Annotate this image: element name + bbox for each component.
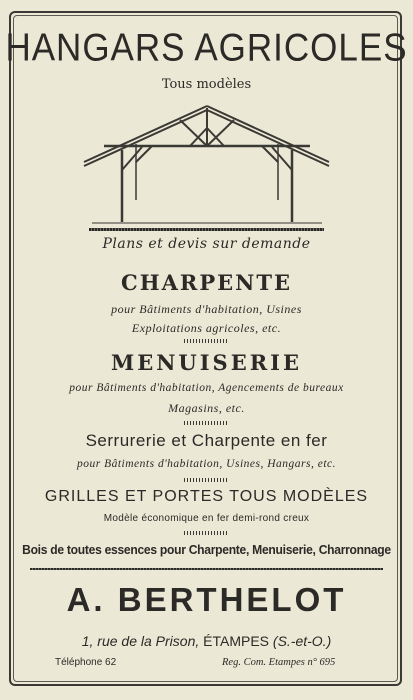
separator (184, 421, 229, 425)
subtitle: Tous modèles (161, 77, 252, 92)
serrurerie-line-1: pour Bâtiments d'habitation, Usines, Hangars, etc. (76, 458, 337, 470)
address-dept: (S.-et-O.) (272, 633, 332, 649)
divider-rule (30, 568, 383, 570)
address-street: 1, rue de la Prison, (81, 633, 200, 649)
separator (184, 531, 229, 535)
section-heading-serrurerie: Serrurerie et Charpente en fer (85, 431, 328, 450)
separator (184, 478, 229, 482)
hangar-truss-illustration (82, 100, 332, 228)
registry-number: Reg. Com. Etampes n° 695 (222, 657, 336, 668)
charpente-line-2: Exploitations agricoles, etc. (131, 321, 282, 335)
section-heading-menuiserie: MENUISERIE (110, 350, 303, 375)
grilles-line-1: Modèle économique en fer demi-rond creux (103, 513, 310, 524)
section-heading-grilles: GRILLES ET PORTES TOUS MODÈLES (44, 488, 369, 505)
menuiserie-line-2: Magasins, etc. (168, 401, 245, 415)
telephone: Téléphone 62 (55, 657, 117, 668)
section-heading-bois: Bois de toutes essences pour Charpente, Menuiserie, Charronnage (22, 542, 391, 557)
charpente-line-1: pour Bâtiments d'habitation, Usines (111, 302, 302, 316)
company-address (0, 633, 413, 649)
menuiserie-line-1: pour Bâtiments d'habitation, Agencements de bureaux (69, 382, 344, 394)
plans-text: Plans et devis sur demande (102, 236, 311, 252)
section-heading-charpente: CHARPENTE (121, 270, 292, 295)
address-city: ÉTAMPES (203, 633, 270, 649)
separator (184, 339, 229, 343)
page-title: HANGARS AGRICOLES (5, 25, 408, 70)
company-name: A. BERTHELOT (66, 581, 347, 618)
divider-rule (89, 228, 324, 231)
